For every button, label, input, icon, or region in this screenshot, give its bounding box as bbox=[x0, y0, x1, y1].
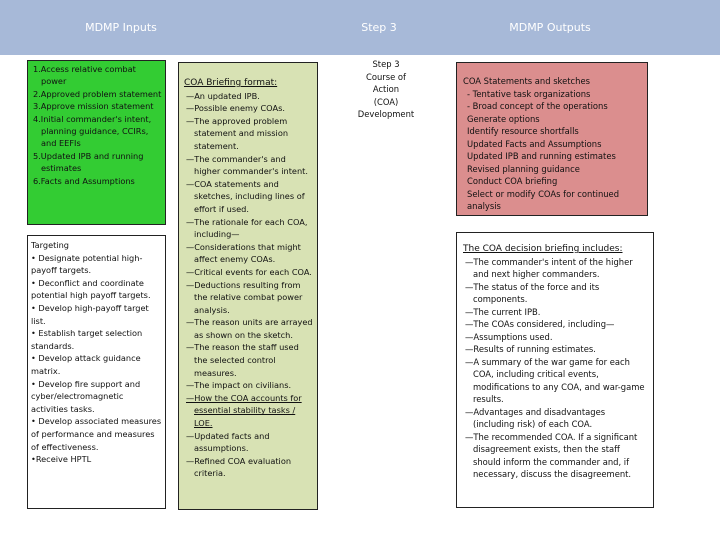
output-item: Identify resource shortfalls bbox=[467, 126, 579, 136]
step-label bbox=[350, 58, 422, 121]
input-item: 2.Approved problem statement bbox=[33, 88, 162, 99]
decision-item: —The current IPB. bbox=[465, 306, 541, 317]
step-line: Development bbox=[357, 109, 415, 120]
decision-item: —Assumptions used. bbox=[465, 331, 553, 342]
step-header: Step 3 bbox=[338, 0, 420, 55]
briefing-item: —Possible enemy COAs. bbox=[186, 103, 285, 114]
input-item: 3.Approve mission statement bbox=[33, 101, 154, 112]
briefing-item: —Deductions resulting from the relative combat power analysis. bbox=[186, 279, 303, 315]
input-item: 5.Updated IPB and running estimates bbox=[33, 150, 144, 174]
output-item: - Tentative task organizations bbox=[467, 88, 591, 99]
briefing-item: —The reason units are arrayed as shown on the sketch. bbox=[186, 317, 313, 340]
output-item: Generate options bbox=[467, 113, 540, 124]
header-band bbox=[242, 0, 338, 55]
briefing-item: —The rationale for each COA, including— bbox=[186, 216, 308, 240]
decision-item: —The status of the force and its components. bbox=[465, 281, 600, 304]
mdmp-inputs-box bbox=[27, 60, 166, 225]
output-item: Conduct COA briefing bbox=[467, 176, 558, 186]
coa-briefing-box bbox=[178, 62, 318, 510]
header-band bbox=[650, 0, 720, 55]
step-line: Action bbox=[372, 84, 400, 95]
input-item: 1.Access relative combat power bbox=[33, 64, 136, 87]
decision-item: —A summary of the war game for each COA, including critical events, modifications to any COA, and war-game results. bbox=[465, 356, 645, 404]
step-line: Step 3 bbox=[372, 59, 400, 69]
header-band bbox=[420, 0, 450, 55]
targeting-item: •Receive HPTL bbox=[31, 454, 92, 465]
input-item: 4.Initial commander's intent, planning guidance, CCIRs, and EEFIs bbox=[33, 113, 152, 149]
step-line: Course of bbox=[366, 71, 406, 82]
decision-item: —The COAs considered, including— bbox=[465, 319, 615, 329]
output-item: Updated Facts and Assumptions bbox=[467, 138, 602, 149]
targeting-item: • Develop attack guidance matrix. bbox=[31, 353, 141, 376]
briefing-item: —An updated IPB. bbox=[186, 90, 260, 101]
targeting-item: • Develop associated measures of performance and measures of effectiveness. bbox=[31, 416, 162, 452]
targeting-item: • Designate potential high-payoff targets. bbox=[31, 252, 143, 276]
decision-item: —Results of running estimates. bbox=[465, 344, 596, 354]
targeting-title: Targeting bbox=[31, 240, 69, 250]
targeting-item: • Establish target selection standards. bbox=[31, 328, 143, 351]
briefing-item: —The impact on civilians. bbox=[186, 380, 292, 391]
decision-title: The COA decision briefing includes: bbox=[463, 244, 623, 254]
output-item: Revised planning guidance bbox=[467, 163, 580, 174]
targeting-item: • Develop high-payoff target list. bbox=[31, 302, 149, 326]
briefing-item: —COA statements and sketches, including lines of effort if used. bbox=[186, 178, 305, 214]
briefing-item: —Critical events for each COA. bbox=[186, 266, 312, 277]
targeting-item: • Deconflict and coordinate potential high payoff targets. bbox=[31, 277, 151, 301]
briefing-item: —The commander's and higher commander's intent. bbox=[186, 153, 308, 177]
targeting-box bbox=[27, 235, 166, 509]
briefing-item: —Refined COA evaluation criteria. bbox=[186, 455, 292, 479]
briefing-item: —The reason the staff used the selected control measures. bbox=[186, 342, 299, 378]
briefing-item: —Considerations that might affect enemy COAs. bbox=[186, 241, 301, 265]
decision-item: —The commander's intent of the higher and next higher commanders. bbox=[465, 256, 633, 279]
output-item: COA Statements and sketches bbox=[463, 76, 590, 86]
briefing-item: —Updated facts and assumptions. bbox=[186, 430, 270, 454]
coa-decision-briefing-box bbox=[456, 232, 654, 508]
input-item: 6.Facts and Assumptions bbox=[33, 175, 135, 186]
output-item: Updated IPB and running estimates bbox=[467, 151, 616, 161]
output-item: Select or modify COAs for continued analysis bbox=[467, 188, 620, 211]
decision-item: —The recommended COA. If a significant disagreement exists, then the staff should inform the commander and, if necessary, discuss the disagreement. bbox=[465, 431, 638, 479]
inputs-header: MDMP Inputs bbox=[0, 0, 242, 55]
briefing-item: —How the COA accounts for essential stability tasks / LOE. bbox=[186, 392, 302, 429]
briefing-title: COA Briefing format: bbox=[184, 78, 278, 88]
output-item: - Broad concept of the operations bbox=[467, 101, 608, 111]
decision-item: —Advantages and disadvantages (including risk) of each COA. bbox=[465, 406, 606, 429]
step-line: (COA) bbox=[373, 96, 399, 107]
outputs-header: MDMP Outputs bbox=[450, 0, 650, 55]
briefing-item: —The approved problem statement and mission statement. bbox=[186, 115, 289, 151]
mdmp-outputs-box bbox=[456, 62, 648, 216]
targeting-item: • Develop fire support and cyber/electromagnetic activities tasks. bbox=[31, 378, 141, 414]
